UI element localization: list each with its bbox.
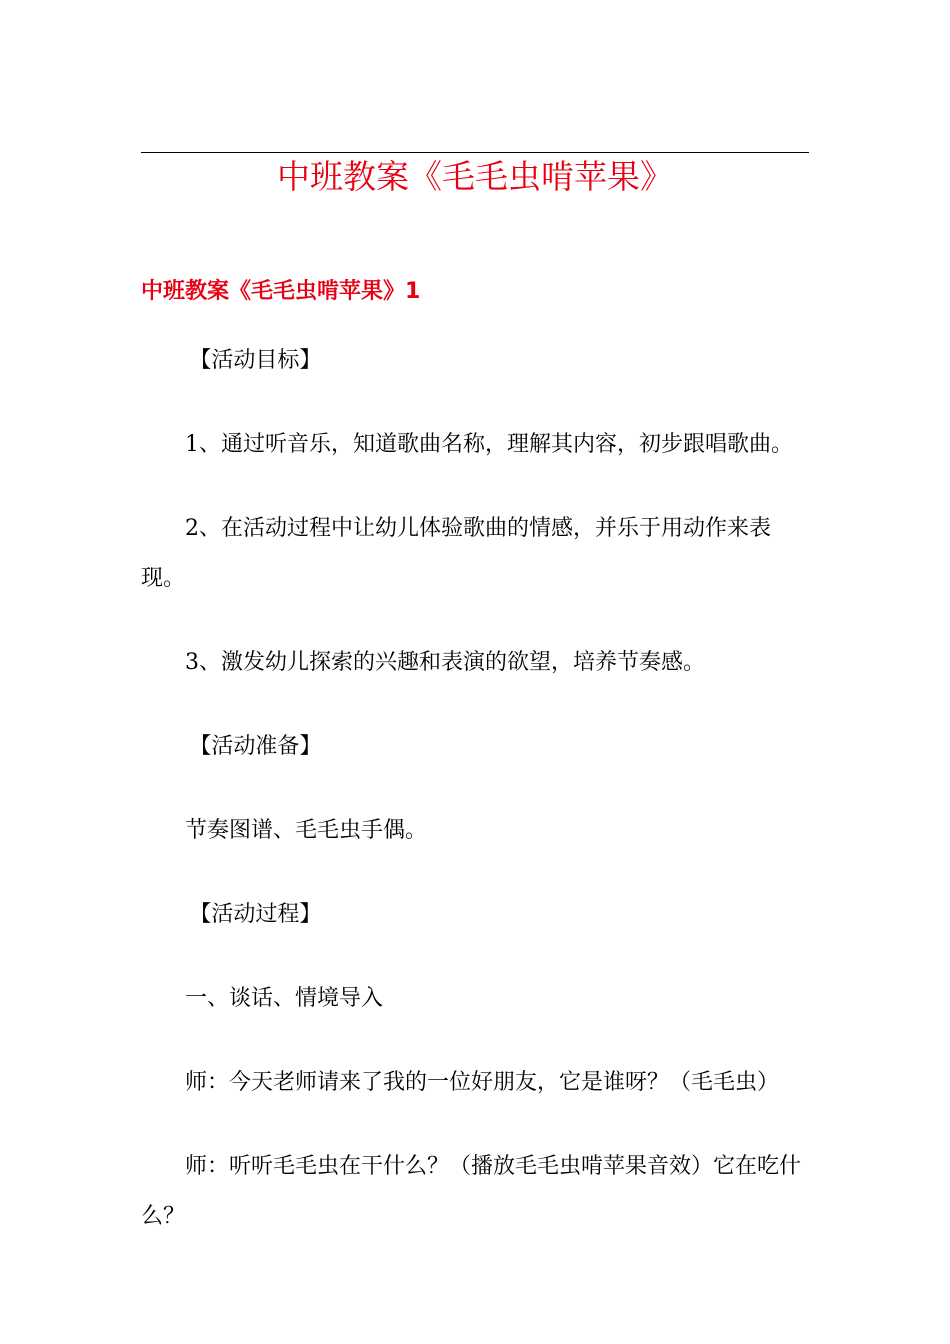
goal-item-3: 3、激发幼儿探索的兴趣和表演的欲望，培养节奏感。 <box>185 650 705 675</box>
process-step-1-heading: 一、谈话、情境导入 <box>185 986 384 1011</box>
goal-item-1: 1、通过听音乐，知道歌曲名称，理解其内容，初步跟唱歌曲。 <box>185 432 793 457</box>
header-rule <box>141 152 809 153</box>
goal-item-2: 2、在活动过程中让幼儿体验歌曲的情感，并乐于用动作来表现。 <box>141 516 771 591</box>
teacher-dialogue-1: 师：今天老师请来了我的一位好朋友，它是谁呀？（毛毛虫） <box>185 1070 780 1095</box>
section-heading: 中班教案《毛毛虫啃苹果》1 <box>141 279 421 304</box>
heading-activity-goals: 【活动目标】 <box>189 348 322 373</box>
heading-activity-process: 【活动过程】 <box>189 902 322 927</box>
preparation-text: 节奏图谱、毛毛虫手偶。 <box>185 818 428 843</box>
document-body <box>141 336 806 1276</box>
teacher-dialogue-2: 师：听听毛毛虫在干什么？（播放毛毛虫啃苹果音效）它在吃什么？ <box>141 1154 802 1229</box>
document-title: 中班教案《毛毛虫啃苹果》 <box>277 157 673 196</box>
heading-activity-preparation: 【活动准备】 <box>189 734 322 759</box>
